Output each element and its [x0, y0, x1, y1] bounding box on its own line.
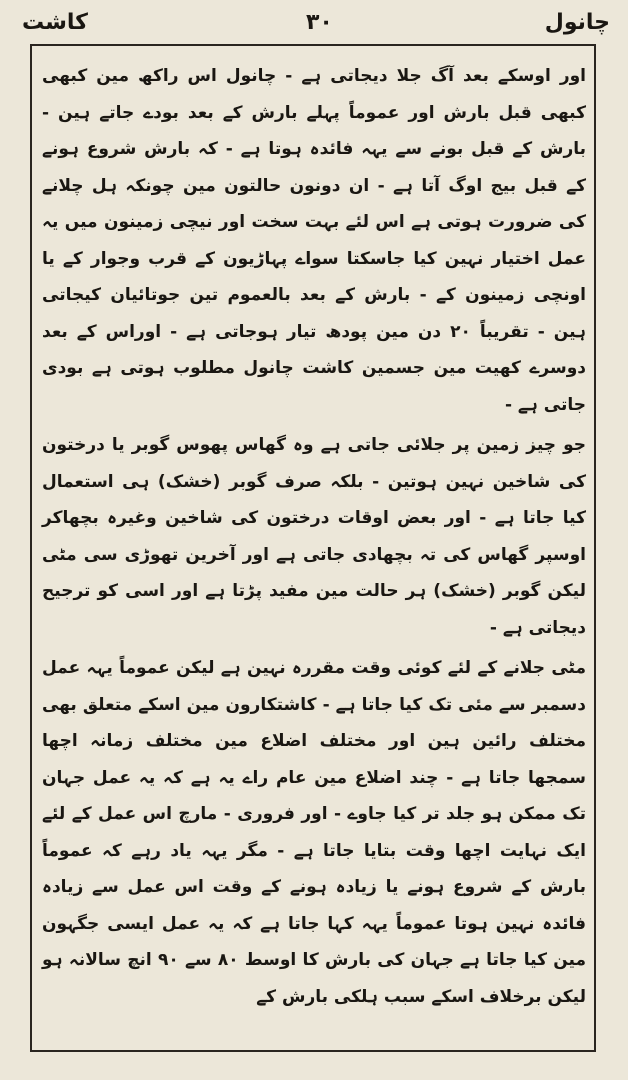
page-header: [14, 6, 614, 44]
body-text: [42, 58, 586, 1015]
running-title-left: کاشت: [22, 10, 88, 35]
paragraph: جو چیز زمین پر جلائی جاتی ہے وہ گھاس پھوس گوبر یا درختون کی شاخین نہین ہوتین - بلکہ صرف گوبر (خشک) ہی استعمال کیا جاتا ہے - اور بعض اوقات درختون کی شاخین وغیرہ بچھاکر اوسپر گھاس کی تہ بچھادی جاتی ہے اور آخرین تھوڑی سی مٹی لیکن گوبر (خشک) ہر حالت مین مفید پڑتا ہے اور اسی کو ترجیح دیجاتی ہے -: [42, 435, 586, 638]
paragraph: مٹی جلانے کے لئے کوئی وقت مقررہ نہین ہے لیکن عموماً یہہ عمل دسمبر سے مئی تک کیا جاتا ہے - کاشتکارون مین اسکے متعلق بھی مختلف رائین ہین اور مختلف اضلاع مین مختلف زمانہ اچھا سمجھا جاتا ہے - چند اضلاع مین عام راے یہ ہے کہ یہ عمل جہان تک ممکن ہو جلد تر کیا جاوے - اور فروری - مارچ اس عمل کے لئے ایک نہایت اچھا وقت بتایا جاتا ہے - مگر یہہ یاد رہے کہ عموماً بارش کے شروع ہونے یا زیادہ ہونے کے وقت اس عمل سے زیادہ فائدہ نہین ہوتا عموماً یہہ کہا جاتا ہے کہ یہ عمل ایسی جگہون مین کیا جاتا ہے جہان کی بارش کا اوسط ۸۰ سے ۹۰ انچ سالانہ ہو لیکن برخلاف اسکے سبب ہلکی بارش کے: [42, 658, 586, 1007]
running-title-right: چانول: [544, 10, 610, 35]
paragraph: اور اوسکے بعد آگ جلا دیجاتی ہے - چانول اس راکھ مین کبھی کبھی قبل بارش اور عموماً پہلے بارش کے بعد بودے جاتے ہین - بارش کے قبل بونے سے یہہ فائدہ ہوتا ہے - کہ بارش شروع ہونے کے قبل بیج اوگ آتا ہے - ان دونون حالتون مین چونکہ ہل چلانے کی ضرورت ہوتی ہے اس لئے بہت سخت اور نیچی زمینون میں یہ عمل اختیار نہین کیا جاسکتا سواے پہاڑیون کے قرب وجوار کے یا اونچی زمینون کے - بارش کے بعد بالعموم تین جوتائیان کیجاتی ہین - تقریباً ۲۰ دن مین پودھ تیار ہوجاتی ہے - اوراس کے بعد دوسرے کھیت مین جسمین کاشت چانول مطلوب ہوتی ہے بودی جاتی ہے -: [42, 66, 586, 415]
page-number: ۳۰: [306, 10, 333, 35]
